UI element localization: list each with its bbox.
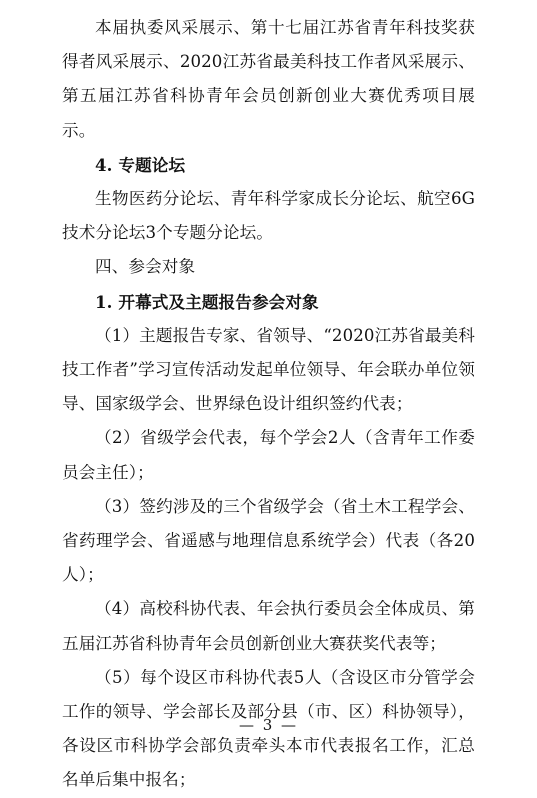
document-body xyxy=(62,11,475,798)
list-item-attendee-3: （3）签约涉及的三个省级学会（省土木工程学会、省药理学会、省遥感与地理信息系统学会）代表（各20人）； xyxy=(62,496,475,585)
paragraph-forums: 生物医药分论坛、青年科学家成长分论坛、航空6G技术分论坛3个专题分论坛。 xyxy=(62,189,475,243)
paragraph-exhibitions: 本届执委风采展示、第十七届江苏省青年科技奖获得者风采展示、2020江苏省最美科技工作者风采展示、第五届江苏省科协青年会员创新创业大赛优秀项目展示。 xyxy=(62,18,475,140)
list-item-attendee-5: （5）每个设区市科协代表5人（含设区市分管学会工作的领导、学会部长及部分县（市、区）科协领导），各设区市科协学会部负责牵头本市代表报名工作，汇总名单后集中报名； xyxy=(62,667,475,790)
subsection-heading-opening-attendees: 1. 开幕式及主题报告参会对象 xyxy=(95,291,319,312)
list-item-attendee-2: （2）省级学会代表，每个学会2人（含青年工作委员会主任）； xyxy=(62,428,475,482)
page-number: — 3 — xyxy=(238,716,299,734)
section-heading-attendees: 四、参会对象 xyxy=(95,257,196,277)
section-heading-topic-forums: 4. 专题论坛 xyxy=(95,154,186,175)
list-item-attendee-1: （1）主题报告专家、省领导、“2020江苏省最美科技工作者”学习宣传活动发起单位领导、年会联办单位领导、国家级学会、世界绿色设计组织签约代表； xyxy=(62,325,475,414)
list-item-attendee-4: （4）高校科协代表、年会执行委员会全体成员、第五届江苏省科协青年会员创新创业大赛获奖代表等； xyxy=(62,599,475,653)
